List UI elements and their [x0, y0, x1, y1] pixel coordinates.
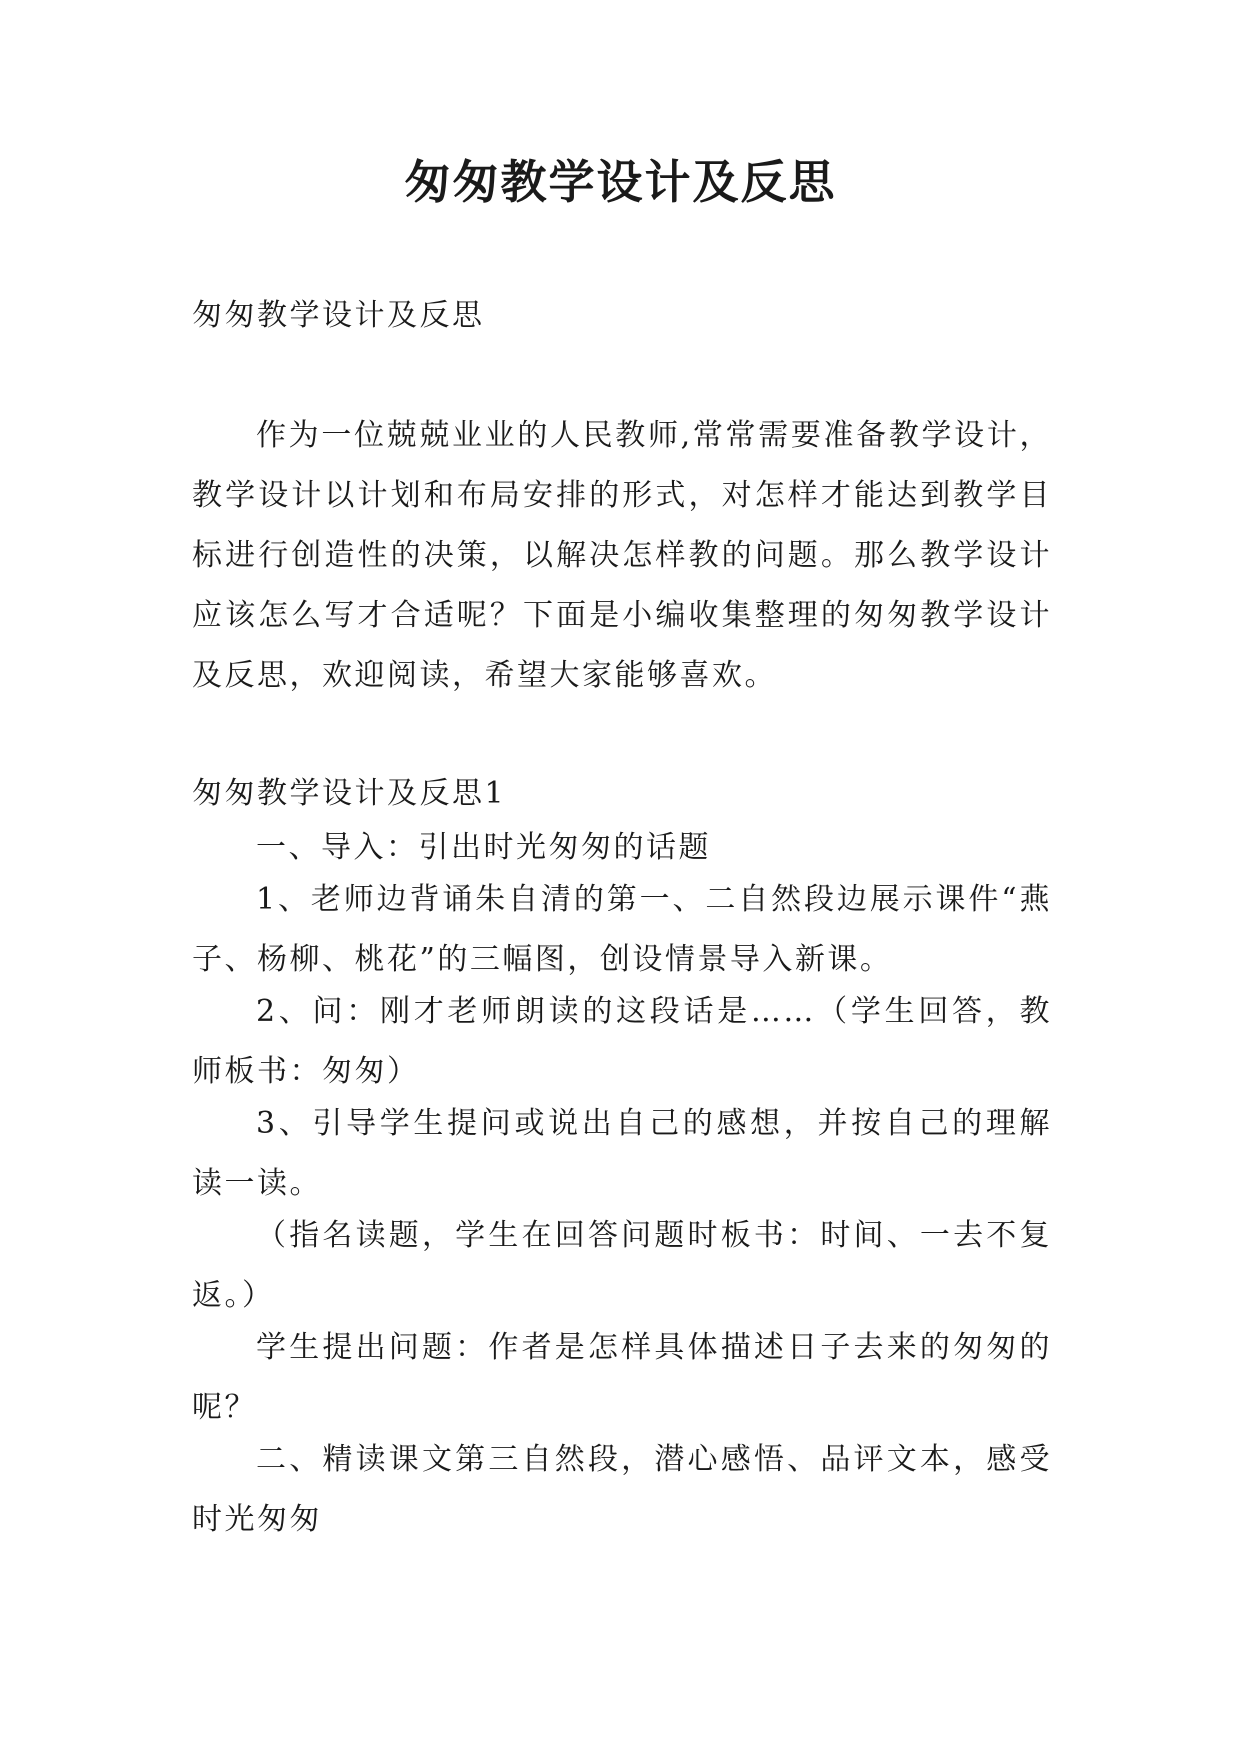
intro-paragraph: 作为一位兢兢业业的人民教师,常常需要准备教学设计，教学设计以计划和布局安排的形式，对怎样才能达到教学目标进行创造性的决策，以解决怎样教的问题。那么教学设计应该怎么写才合适呢？下面是小编收集整理的匆匆教学设计及反思，欢迎阅读，希望大家能够喜欢。 — [192, 418, 1052, 693]
paragraph-step-2: 2、问：刚才老师朗读的这段话是……（学生回答，教师板书：匆匆） — [192, 994, 1052, 1089]
paragraph-section-2: 二、精读课文第三自然段，潜心感悟、品评文本，感受时光匆匆 — [192, 1442, 1052, 1537]
document-body — [192, 286, 1052, 1550]
document-subtitle: 匆匆教学设计及反思 — [192, 298, 485, 333]
paragraph-question: 学生提出问题：作者是怎样具体描述日子去来的匆匆的呢？ — [192, 1330, 1052, 1425]
paragraph-import: 一、导入：引出时光匆匆的话题 — [256, 830, 711, 865]
paragraph-step-1: 1、老师边背诵朱自清的第一、二自然段边展示课件“燕子、杨柳、桃花”的三幅图，创设情景导入新课。 — [192, 882, 1052, 977]
paragraph-step-3: 3、引导学生提问或说出自己的感想，并按自己的理解读一读。 — [192, 1106, 1052, 1201]
paragraph-note: （指名读题，学生在回答问题时板书：时间、一去不复返。） — [192, 1218, 1052, 1313]
document-title: 匆匆教学设计及反思 — [404, 155, 837, 209]
section-heading: 匆匆教学设计及反思1 — [192, 776, 507, 811]
